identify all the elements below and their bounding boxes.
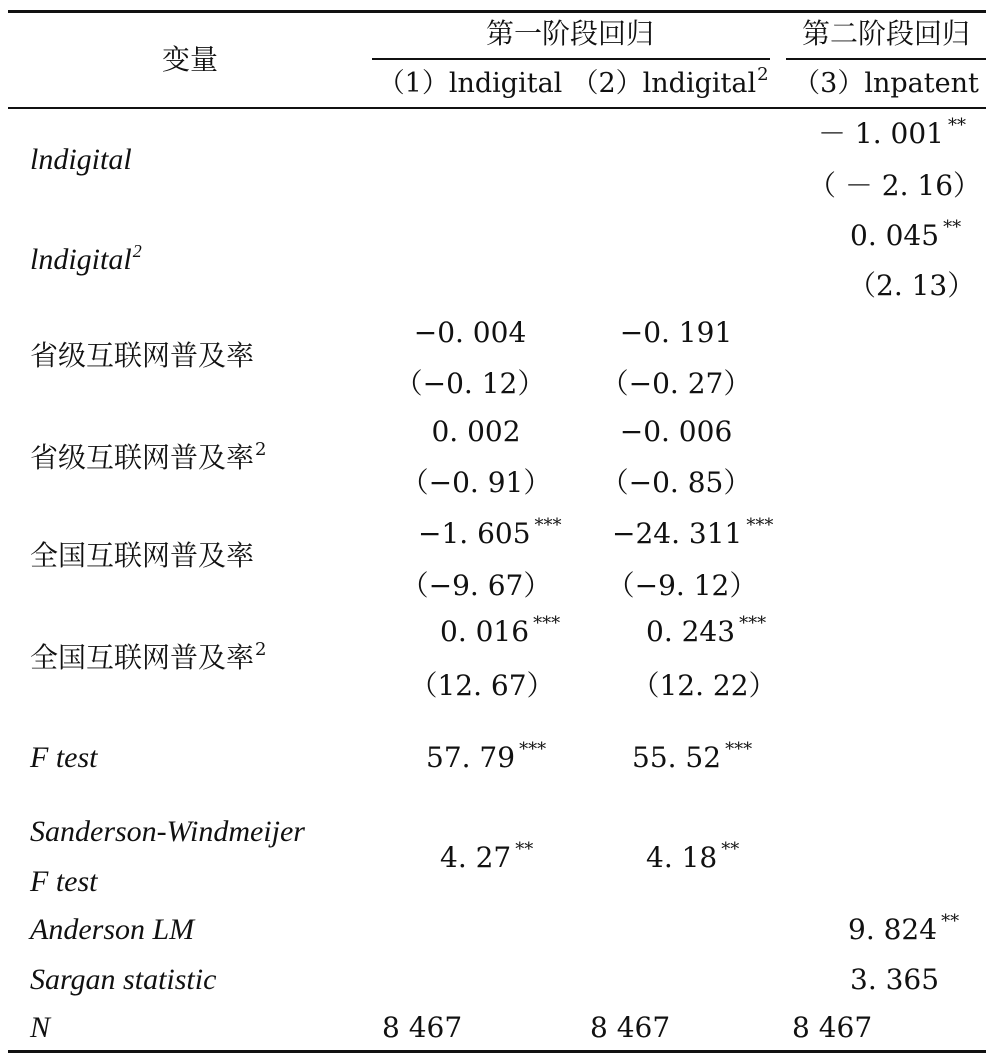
row-label-natl2: 全国互联网普及率$^2$ [30,639,267,674]
cell-natl-c2: −24. 311 *** [612,515,774,550]
cell-lndigital2-c3-t: （2. 13） [848,269,976,302]
cell-lndigital2-c3: 0. 045 ** [850,217,962,252]
cell-prov2-c1-t: （−0. 91） [400,466,552,499]
cell-swf-c2: 4. 18 ** [646,839,740,874]
cell-n-c2: 8 467 [590,1011,671,1044]
row-label-swf-2: F test [30,865,98,898]
row-label-anderson: Anderson LM [30,913,195,946]
header-stage1: 第一阶段回归 [485,17,655,50]
header-col2: （2）lndigital$^2$ [571,64,769,99]
header-stage2: 第二阶段回归 [801,17,971,50]
cell-prov2-c2: −0. 006 [619,415,733,448]
row-label-sargan: Sargan statistic [30,963,217,996]
cell-prov-c2-t: （−0. 27） [600,367,752,400]
row-label-ftest: F test [30,741,98,774]
row-label-lndigital2: lndigital$^2$ [30,241,142,276]
cell-n-c3: 8 467 [792,1011,873,1044]
cell-natl-c1: −1. 605 *** [418,515,562,550]
cell-lndigital-c3: － 1. 001 ** [818,115,966,150]
cell-natl-c2-t: （−9. 12） [606,569,758,602]
cell-prov-c1-t: （−0. 12） [394,367,546,400]
header-rule [8,107,986,109]
row-label-prov: 省级互联网普及率 [30,339,255,372]
row-label-swf-1: Sanderson-Windmeijer [30,815,305,848]
cell-natl2-c2-t: （12. 22） [631,669,777,702]
cell-natl2-c1: 0. 016 *** [440,613,561,648]
header-variable: 变量 [161,43,219,76]
header-col1: （1）lndigital [377,68,563,99]
stage2-underline [786,58,986,60]
cell-prov-c2: −0. 191 [619,316,733,349]
cell-sargan-c3: 3. 365 [850,963,940,996]
top-rule [8,10,986,13]
bottom-rule [8,1050,986,1053]
row-label-lndigital: lndigital [30,143,132,176]
row-label-natl: 全国互联网普及率 [30,539,255,572]
cell-natl-c1-t: （−9. 67） [400,569,552,602]
cell-n-c1: 8 467 [382,1011,463,1044]
cell-ftest-c2: 55. 52 *** [632,739,753,774]
row-label-n: N [30,1011,51,1044]
cell-prov2-c1: 0. 002 [431,415,521,448]
cell-prov2-c2-t: （−0. 85） [600,466,752,499]
cell-swf-c1: 4. 27 ** [440,839,534,874]
cell-natl2-c2: 0. 243 *** [646,613,767,648]
cell-prov-c1: −0. 004 [413,316,527,349]
header-col3: （3）lnpatent [793,68,979,99]
cell-lndigital-c3-t: （ － 2. 16） [808,169,982,202]
cell-anderson-c3: 9. 824 ** [848,911,960,946]
cell-natl2-c1-t: （12. 67） [409,669,555,702]
row-label-prov2: 省级互联网普及率$^2$ [30,439,267,474]
cell-ftest-c1: 57. 79 *** [426,739,547,774]
stage1-underline [372,58,770,60]
